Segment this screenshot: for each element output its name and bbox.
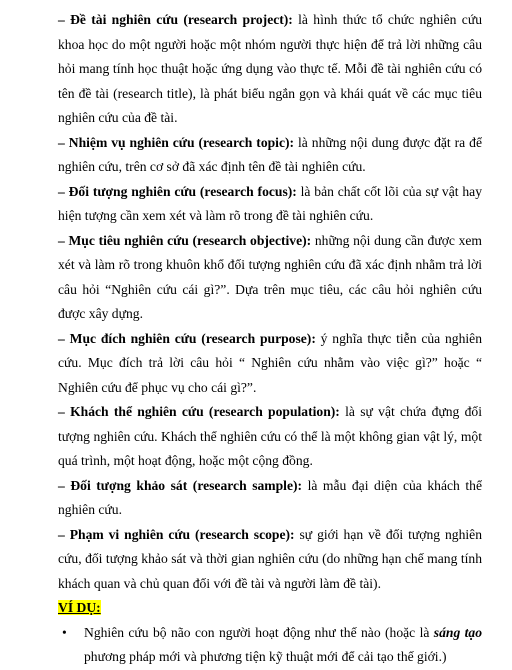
definition-text: là mẫu đại diện của khách thể nghiên cứu. xyxy=(58,477,482,517)
bullet-marker: • xyxy=(62,624,67,640)
definition-research-scope xyxy=(58,523,482,597)
definition-term: – Phạm vi nghiên cứu (research scope): xyxy=(58,526,295,542)
definition-text: là sự vật chứa đựng đối tượng nghiên cứu. Khách thể nghiên cứu có thể là một không gian vật lý, một quá trình, một hoạt động, hoặc một cộng đồng. xyxy=(58,404,482,468)
bullet-text-after: phương pháp mới và phương tiện kỹ thuật mới để cải tạo thế giới.) xyxy=(84,649,447,664)
definition-term: – Nhiệm vụ nghiên cứu (research topic): xyxy=(58,134,295,150)
definition-text: ý nghĩa thực tiễn của nghiên cứu. Mục đích trả lời câu hỏi “ Nghiên cứu nhằm vào việc gì?” hoặc “ Nghiên cứu để phục vụ cho cái gì?”. xyxy=(58,330,482,395)
definition-research-project xyxy=(58,8,482,131)
bullet-text-before: Nghiên cứu bộ não con người hoạt động như thế nào (hoặc là xyxy=(84,624,434,640)
definition-text: là những nội dung được đặt ra để nghiên cứu, trên cơ sở đã xác định tên đề tài nghiên cứu. xyxy=(58,134,482,174)
definition-research-purpose xyxy=(58,327,482,401)
list-item xyxy=(58,621,482,670)
definition-text: những nội dung cần được xem xét và làm rõ trong khuôn khổ đối tượng nghiên cứu đã xác định nhằm trả lời câu hỏi “Nghiên cứu cái gì?”. Dựa trên mục tiêu, các câu hỏi nghiên cứu được xây dựng. xyxy=(58,232,482,321)
definition-research-topic xyxy=(58,131,482,180)
bullet-emphasis: sáng tạo xyxy=(433,624,482,640)
definition-term: – Đối tượng nghiên cứu (research focus): xyxy=(58,183,297,199)
example-bullet-list xyxy=(58,621,482,670)
definition-term: – Mục tiêu nghiên cứu (research objective): xyxy=(58,232,312,248)
definition-research-sample xyxy=(58,474,482,523)
definition-research-focus xyxy=(58,180,482,229)
definition-text: sự giới hạn về đối tượng nghiên cứu, đối tượng khảo sát và thời gian nghiên cứu (do những hạn chế mang tính khách quan và chủ quan đối với đề tài và người làm đề tài). xyxy=(58,526,482,591)
definition-term: – Đối tượng khảo sát (research sample): xyxy=(58,477,303,493)
definitions-list xyxy=(58,8,482,596)
definition-text: là bản chất cốt lõi của sự vật hay hiện tượng cần xem xét và làm rõ trong đề tài nghiên cứu. xyxy=(58,183,482,223)
definition-term: – Khách thể nghiên cứu (research population): xyxy=(58,404,340,419)
example-heading-line xyxy=(58,596,482,621)
definition-term: – Đề tài nghiên cứu (research project): xyxy=(58,12,293,27)
definition-research-objective xyxy=(58,229,482,327)
example-heading: VÍ DỤ: xyxy=(58,600,101,615)
definition-research-population xyxy=(58,400,482,474)
definition-term: – Mục đích nghiên cứu (research purpose): xyxy=(58,330,316,346)
definition-text: là hình thức tổ chức nghiên cứu khoa học do một người hoặc một nhóm người thực hiện để trả lời những câu hỏi mang tính học thuật hoặc ứng dụng vào thực tế. Mỗi đề tài nghiên cứu có tên đề tài (research title), là phát biểu ngắn gọn và khái quát về các mục tiêu nghiên cứu của đề tài. xyxy=(58,12,482,125)
